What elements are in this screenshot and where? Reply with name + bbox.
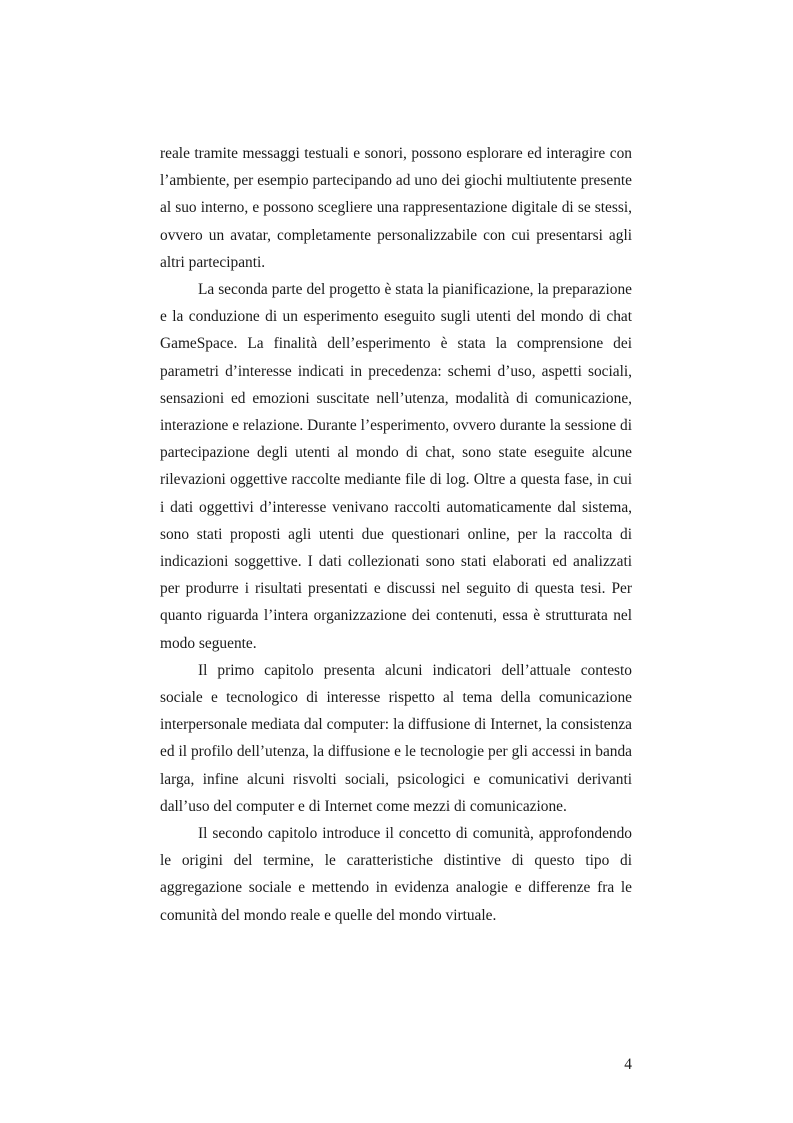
paragraph-first-chapter: Il primo capitolo presenta alcuni indicatori dell’attuale contesto sociale e tecnologico di interesse rispetto al tema della comunicazione interpersonale mediata dal computer: la diffusione di Internet, la consistenza ed il profilo dell’utenza, la diffusione e le tecnologie per gli accessi in banda larga, infine alcuni risvolti sociali, psicologici e comunicativi derivanti dall’uso del computer e di Internet come mezzi di comunicazione. xyxy=(160,661,632,815)
paragraph-continuation: reale tramite messaggi testuali e sonori, possono esplorare ed interagire con l’ambiente, per esempio partecipando ad uno dei giochi multiutente presente al suo interno, e possono scegliere una rappresentazione digitale di se stessi, ovvero un avatar, completamente personalizzabile con cui presentarsi agli altri partecipanti. xyxy=(160,145,632,271)
paragraph-second-chapter: Il secondo capitolo introduce il concetto di comunità, approfondendo le origini del termine, le caratteristiche distintive di questo tipo di aggregazione sociale e mettendo in evidenza analogie e differenze fra le comunità del mondo reale e quelle del mondo virtuale. xyxy=(160,825,632,924)
body-text xyxy=(160,140,632,929)
page-number: 4 xyxy=(624,1056,632,1073)
paragraph-project-second-part: La seconda parte del progetto è stata la pianificazione, la preparazione e la conduzione di un esperimento eseguito sugli utenti del mondo di chat GameSpace. La finalità dell’esperimento è stata la comprensione dei parametri d’interesse indicati in precedenza: schemi d’uso, aspetti sociali, sensazioni ed emozioni suscitate nell’utenza, modalità di comunicazione, interazione e relazione. Durante l’esperimento, ovvero durante la sessione di partecipazione degli utenti al mondo di chat, sono state eseguite alcune rilevazioni oggettive raccolte mediante file di log. Oltre a questa fase, in cui i dati oggettivi d’interesse venivano raccolti automaticamente dal sistema, sono stati proposti agli utenti due questionari online, per la raccolta di indicazioni soggettive. I dati collezionati sono stati elaborati ed analizzati per produrre i risultati presentati e discussi nel seguito di questa tesi. Per quanto riguarda l’intera organizzazione dei contenuti, essa è strutturata nel modo seguente. xyxy=(160,281,632,652)
